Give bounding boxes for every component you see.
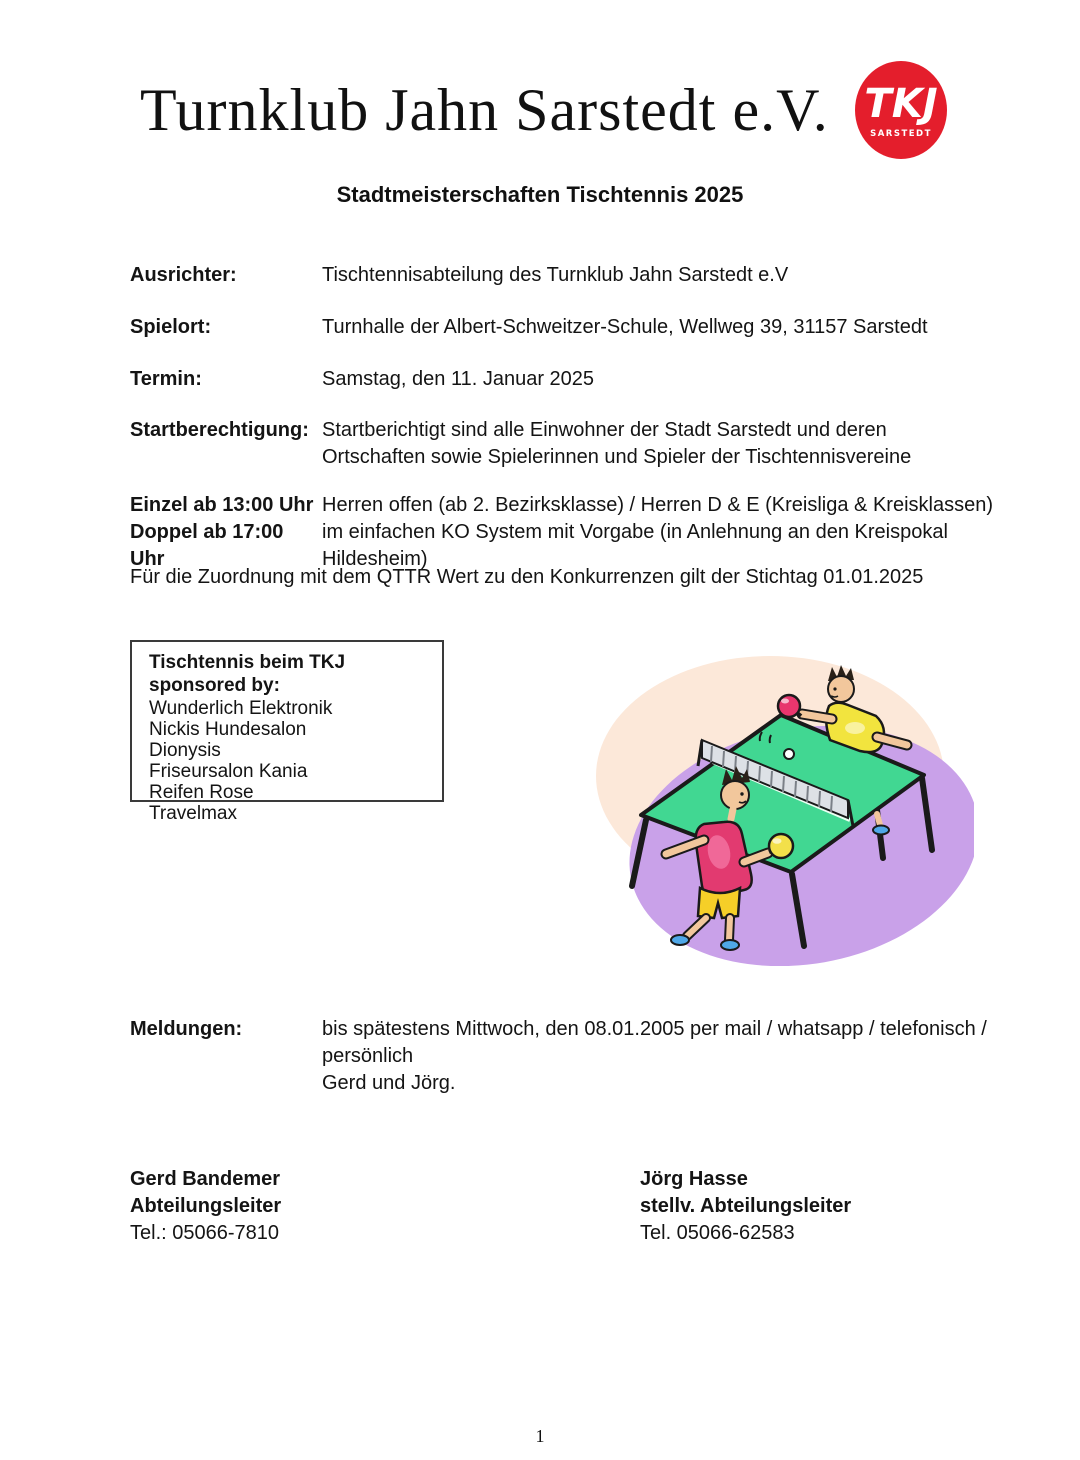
row-label-line1: Einzel ab 13:00 Uhr — [130, 494, 314, 516]
yellow-paddle-icon — [769, 834, 793, 858]
yellow-paddle-highlight — [773, 838, 782, 844]
back-player-head — [828, 676, 854, 702]
club-title: Turnklub Jahn Sarstedt e.V. — [140, 77, 829, 143]
front-player-leg2 — [729, 918, 730, 940]
red-paddle-highlight — [781, 699, 789, 704]
row-label: Termin: — [130, 368, 202, 390]
front-player-head — [721, 781, 749, 809]
sponsor-heading: Tischtennis beim TKJ sponsored by: — [149, 652, 356, 696]
contact-role: Abteilungsleiter — [130, 1195, 282, 1217]
contact-left — [130, 1166, 550, 1247]
front-player-shoe2 — [721, 940, 739, 950]
front-player-neck — [731, 809, 733, 819]
club-logo — [854, 60, 948, 160]
back-player-leg — [877, 814, 880, 825]
row-value — [322, 417, 1022, 471]
back-player-shirt-highlight — [845, 722, 865, 734]
table-tennis-clipart — [592, 648, 974, 966]
front-player-eye — [740, 792, 743, 795]
row-value: Tischtennisabteilung des Turnklub Jahn Sarstedt e.V — [322, 264, 789, 286]
row-value-line1: Startberichtigt sind alle Einwohner der Stadt Sarstedt und deren — [322, 419, 887, 441]
back-player-arm — [802, 714, 832, 719]
sponsor-item: Nickis Hundesalon — [149, 719, 307, 740]
meldungen-line1: bis spätestens Mittwoch, den 08.01.2005 per mail / whatsapp / telefonisch / persönlich — [322, 1018, 987, 1067]
row-value: Samstag, den 11. Januar 2025 — [322, 368, 595, 390]
row-value-line1: Herren offen (ab 2. Bezirksklasse) / Herren D & E (Kreisliga & Kreisklassen) — [322, 494, 993, 516]
contact-name: Gerd Bandemer — [130, 1168, 281, 1190]
red-paddle-icon — [778, 695, 800, 717]
row-value-line2: im einfachen KO System mit Vorgabe (in Anlehnung an den Kreispokal Hildesheim) — [322, 521, 948, 570]
document-title: Stadtmeisterschaften Tischtennis 2025 — [336, 182, 744, 207]
sponsor-list — [149, 698, 436, 824]
row-value — [322, 1016, 1022, 1097]
ball-icon — [784, 749, 794, 759]
sponsor-item: Travelmax — [149, 803, 237, 824]
row-label-line2: Doppel ab 17:00 Uhr — [130, 521, 284, 570]
row-value — [322, 492, 1022, 573]
row-value-line2: Ortschaften sowie Spielerinnen und Spieler der Tischtennisvereine — [322, 446, 912, 468]
stichtag-note: Für die Zuordnung mit dem QTTR Wert zu den Konkurrenzen gilt der Stichtag 01.01.2025 — [130, 566, 924, 588]
row-label: Spielort: — [130, 316, 212, 338]
contact-right — [640, 1166, 1060, 1247]
contact-name: Jörg Hasse — [640, 1168, 748, 1190]
sponsor-item: Reifen Rose — [149, 782, 254, 803]
sponsor-item: Dionysis — [149, 740, 221, 761]
logo-subtext: SARSTEDT — [870, 129, 932, 139]
row-value: Turnhalle der Albert-Schweitzer-Schule, Wellweg 39, 31157 Sarstedt — [322, 316, 928, 338]
sponsor-item: Wunderlich Elektronik — [149, 698, 333, 719]
sponsor-item: Friseursalon Kania — [149, 761, 308, 782]
contact-phone: Tel. 05066-62583 — [640, 1222, 795, 1244]
back-player-eye — [833, 687, 836, 690]
logo-text: TKJ — [864, 81, 938, 127]
page-number: 1 — [535, 1426, 545, 1446]
sponsor-box — [130, 640, 444, 824]
row-label — [130, 492, 320, 573]
row-label: Startberechtigung: — [130, 419, 309, 441]
row-label: Meldungen: — [130, 1018, 243, 1040]
row-label: Ausrichter: — [130, 264, 237, 286]
back-player-shoe — [873, 826, 889, 835]
meldungen-line2: Gerd und Jörg. — [322, 1072, 456, 1094]
contact-role: stellv. Abteilungsleiter — [640, 1195, 852, 1217]
contact-phone: Tel.: 05066-7810 — [130, 1222, 280, 1244]
front-player-shoe1 — [671, 935, 689, 945]
